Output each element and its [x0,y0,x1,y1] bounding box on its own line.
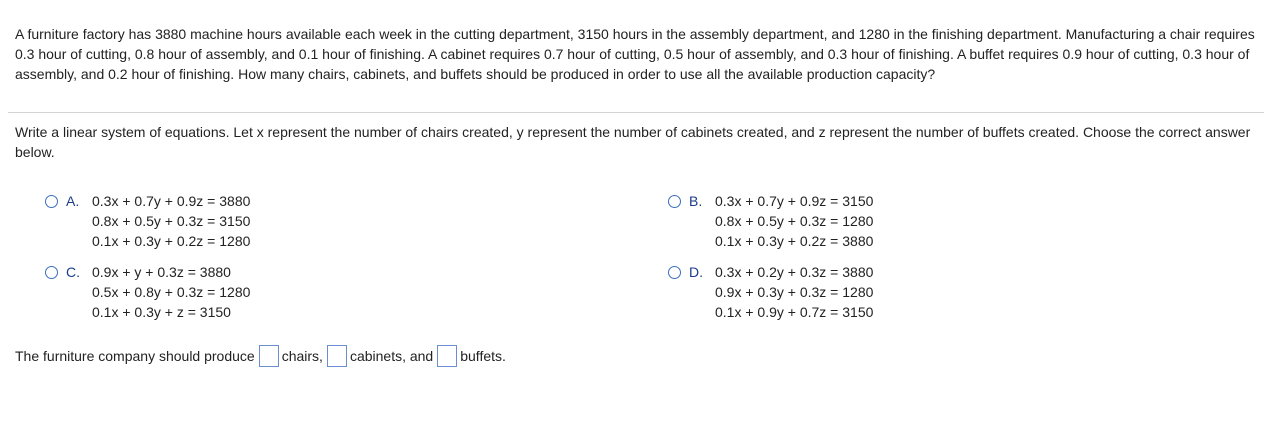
equation: 0.8x + 0.5y + 0.3z = 1280 [715,213,874,229]
chairs-answer-input[interactable] [259,345,279,367]
choice-b[interactable] [668,191,873,251]
equation: 0.9x + y + 0.3z = 3880 [92,264,231,280]
buffets-label: buffets. [460,348,506,364]
section-divider [8,112,1264,113]
choice-c[interactable] [45,262,250,322]
equation-system [92,191,250,251]
cabinets-answer-input[interactable] [327,345,347,367]
equation-system [715,191,873,251]
equation: 0.1x + 0.9y + 0.7z = 3150 [715,304,874,320]
choice-d[interactable] [668,262,873,322]
cabinets-label: cabinets, and [349,348,434,364]
equation-system [92,262,250,322]
question-instruction: Write a linear system of equations. Let x represent the number of chairs created, y represent the number of cabinets created, and z represent the number of buffets created. Choose the correct answer below. [15,124,1251,160]
choice-letter: A. [66,193,80,209]
radio-button-a[interactable] [45,195,58,208]
choice-letter: B. [689,193,703,209]
problem-statement: A furniture factory has 3880 machine hours available each week in the cutting department, 3150 hours in the assembly department, and 1280 in the finishing department. Manufacturing a chair requires 0.3 hour of cutting, 0.8 hour of assembly, and 0.1 hour of finishing. A cabinet requires 0.7 hour of cutting, 0.5 hour of assembly, and 0.3 hour of finishing. A buffet requires 0.9 hour of cutting, 0.3 hour of assembly, and 0.2 hour of finishing. How many chairs, cabinets, and buffets should be produced in order to use all the available production capacity? [15,26,1255,82]
chairs-label: chairs, [281,348,323,364]
equation: 0.1x + 0.3y + 0.2z = 3880 [715,233,874,249]
equation: 0.1x + 0.3y + 0.2z = 1280 [92,233,251,249]
equation: 0.3x + 0.7y + 0.9z = 3150 [715,193,874,209]
equation: 0.8x + 0.5y + 0.3z = 3150 [92,213,251,229]
equation-system [715,262,873,322]
choice-letter: D. [689,264,703,280]
buffets-answer-input[interactable] [437,345,457,367]
choice-a[interactable] [45,191,250,251]
equation: 0.5x + 0.8y + 0.3z = 1280 [92,284,251,300]
equation: 0.1x + 0.3y + z = 3150 [92,304,231,320]
equation: 0.9x + 0.3y + 0.3z = 1280 [715,284,874,300]
radio-button-d[interactable] [668,266,681,279]
answer-sentence [15,345,506,367]
choice-letter: C. [66,264,80,280]
equation: 0.3x + 0.7y + 0.9z = 3880 [92,193,251,209]
equation: 0.3x + 0.2y + 0.3z = 3880 [715,264,874,280]
radio-button-b[interactable] [668,195,681,208]
radio-button-c[interactable] [45,266,58,279]
answer-prefix: The furniture company should produce [15,348,255,364]
